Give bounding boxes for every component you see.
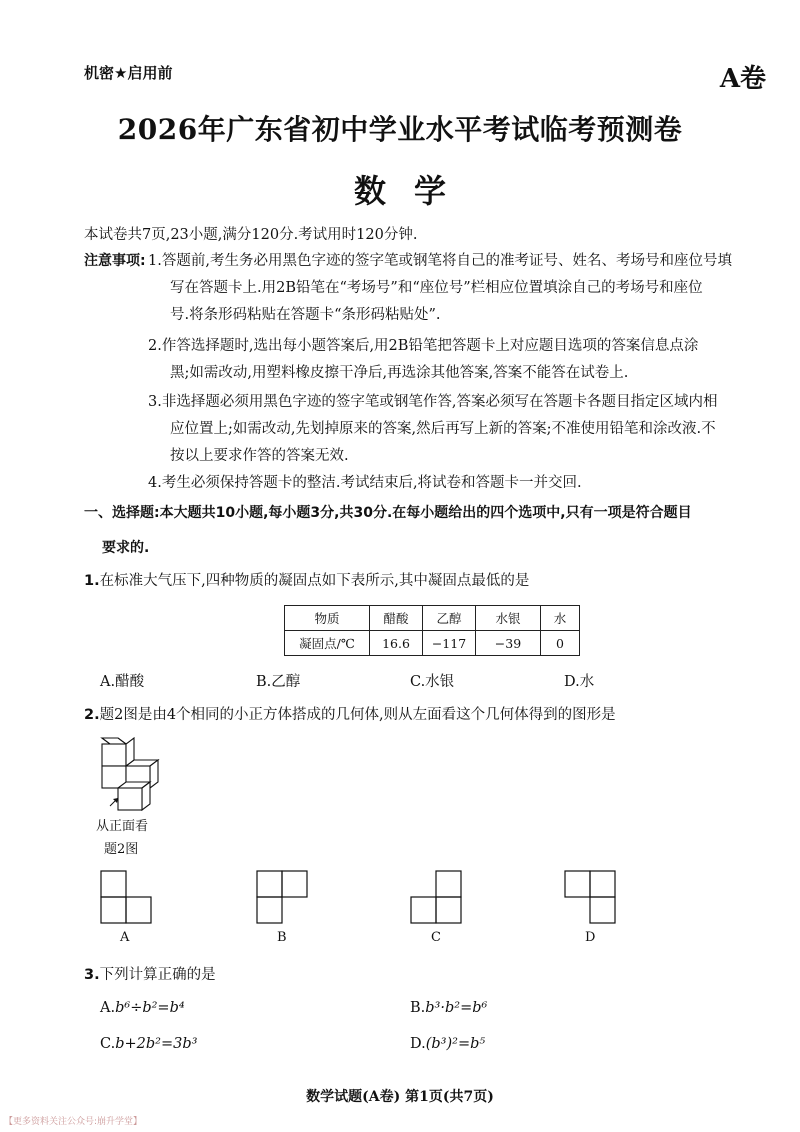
question-1 [84,568,529,595]
table-cell: 乙醇 [423,606,476,631]
table-cell: −117 [423,631,476,656]
option-d-figure [564,870,616,924]
exam-title: 2026年广东省初中学业水平考试临考预测卷 [117,113,683,146]
notice-item-3-line-1: 3.非选择题必须用黑色字迹的签字笔或钢笔作答,答案必须写在答题卡各题目指定区域内相 [148,394,718,410]
math-expression: (b³)²=b⁵ [425,1036,486,1052]
figure-2-label: 题2图 [104,842,139,857]
question-3-option-d [410,1036,485,1052]
notice-item-2-line-1: 2.作答选择题时,选出每小题答案后,用2B铅笔把答题卡上对应题目选项的答案信息点涂 [148,338,699,354]
question-3-option-b [410,1000,487,1016]
table-cell: 物质 [285,606,370,631]
question-1-option-b: B.乙醇 [256,674,301,690]
option-prefix: D. [410,1036,426,1052]
question-2-stem: 题2图是由4个相同的小正方体搭成的几何体,则从左面看这个几何体得到的图形是 [99,707,616,723]
question-1-option-a: A.醋酸 [100,674,145,690]
question-1-stem: 在标准大气压下,四种物质的凝固点如下表所示,其中凝固点最低的是 [99,573,530,589]
question-1-option-d: D.水 [564,674,595,690]
notice-item-1-line-2: 写在答题卡上.用2B铅笔在“考场号”和“座位号”栏相应位置填涂自己的考场号和座位 [170,280,703,296]
option-d-label: D [585,930,596,945]
freezing-point-table [284,605,580,656]
notice-item-3-line-2: 应位置上;如需改动,先划掉原来的答案,然后再写上新的答案;不准使用铅笔和涂改液.不 [170,421,716,437]
table-cell: 0 [541,631,580,656]
notice-label: 注意事项: [84,253,146,269]
option-prefix: B. [410,1000,426,1016]
table-cell: 16.6 [370,631,423,656]
option-prefix: C. [100,1036,116,1052]
notice-item-1-line-1: 1.答题前,考生务必用黑色字迹的签字笔或钢笔将自己的准考证号、姓名、考场号和座位号填 [148,253,732,269]
option-b-figure [256,870,308,924]
section-1-header-line-1: 一、选择题:本大题共10小题,每小题3分,共30分.在每小题给出的四个选项中,只有一项是符合题目 [84,505,692,521]
math-expression: b⁶÷b²=b⁴ [115,1000,185,1016]
notice-item-3-line-3: 按以上要求作答的答案无效. [170,448,349,464]
watermark-text: 【更多资料关注公众号:崩升学堂】 [4,1117,143,1127]
option-a-figure [100,870,152,924]
math-expression: b³·b²=b⁶ [425,1000,488,1016]
volume-label: A卷 [719,64,766,94]
notice-item-1-line-3: 号.将条形码粘贴在答题卡“条形码粘贴处”. [170,307,441,323]
table-cell: −39 [476,631,541,656]
question-1-number: 1. [84,573,100,589]
table-cell: 凝固点/℃ [285,631,370,656]
intro-text: 本试卷共7页,23小题,满分120分.考试用时120分钟. [84,227,418,243]
notice-item-2-line-2: 黑;如需改动,用塑料橡皮擦干净后,再选涂其他答案,答案不能答在试卷上. [170,365,629,381]
question-3 [84,962,216,989]
table-cell: 水 [541,606,580,631]
question-3-option-c [100,1036,197,1052]
cube-figure [96,736,166,812]
table-cell: 醋酸 [370,606,423,631]
option-a-label: A [120,930,130,945]
option-c-label: C [431,930,441,945]
question-2-number: 2. [84,707,100,723]
front-view-label: 从正面看 [96,819,149,834]
page-footer: 数学试题(A卷) 第1页(共7页) [306,1089,494,1105]
option-b-label: B [277,930,287,945]
section-1-header-line-2: 要求的. [102,540,150,556]
question-2 [84,702,616,729]
subject-title: 数学 [353,172,474,210]
question-3-number: 3. [84,967,100,983]
table-cell: 水银 [476,606,541,631]
confidential-label: 机密★启用前 [84,64,173,82]
option-c-figure [410,870,462,924]
math-expression: b+2b²=3b³ [115,1036,198,1052]
table-row [285,631,580,656]
question-1-option-c: C.水银 [410,674,455,690]
table-row [285,606,580,631]
notice-item-4-line-1: 4.考生必须保持答题卡的整洁.考试结束后,将试卷和答题卡一并交回. [148,475,582,491]
question-3-stem: 下列计算正确的是 [99,967,216,983]
option-prefix: A. [100,1000,116,1016]
question-3-option-a [100,1000,185,1016]
